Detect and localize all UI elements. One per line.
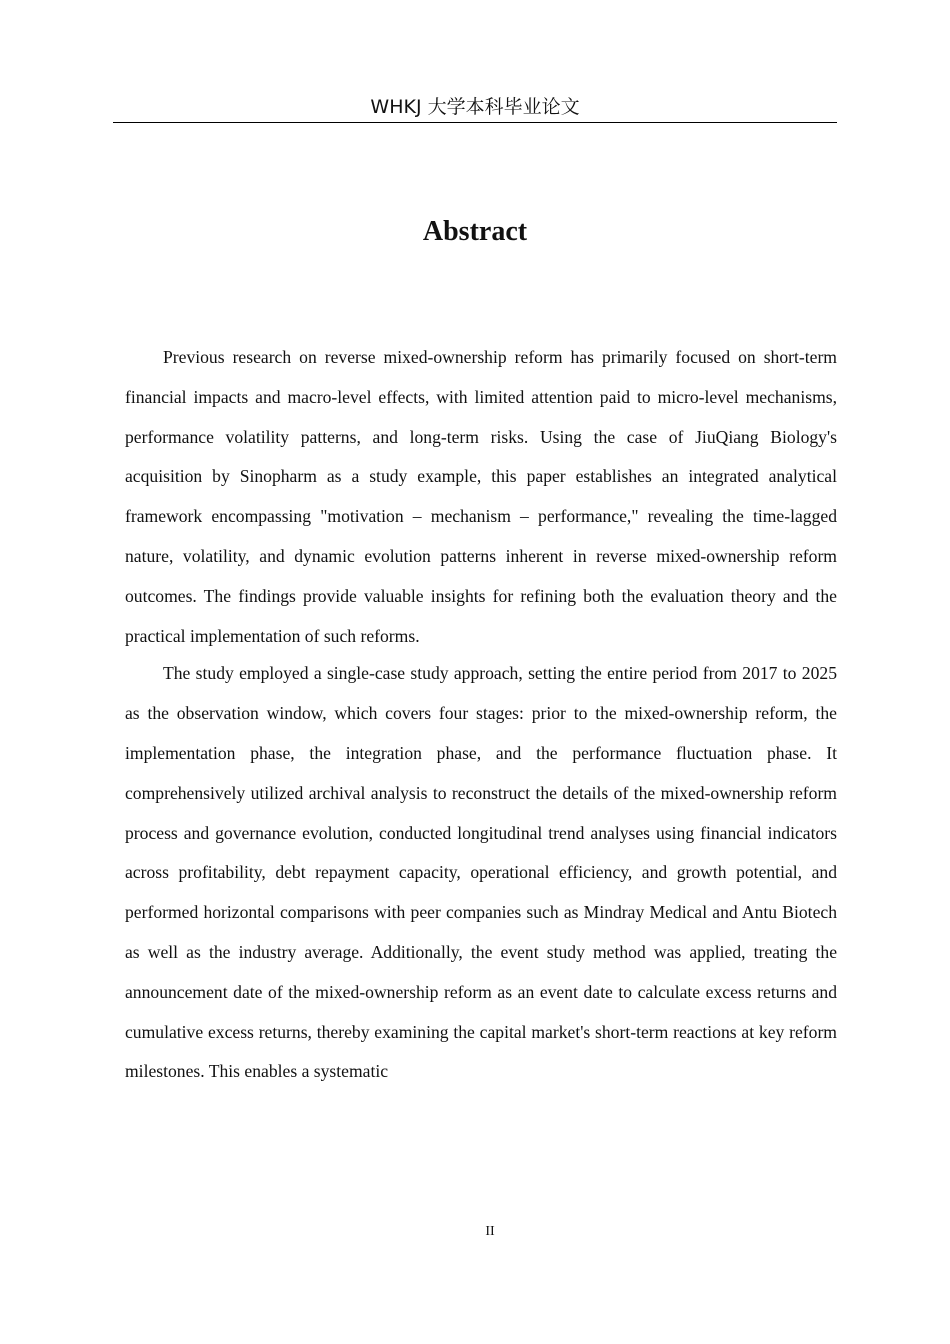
page-number: II	[485, 1224, 495, 1239]
abstract-body	[125, 338, 837, 1090]
abstract-paragraph-2: The study employed a single-case study approach, setting the entire period from 2017 to 2025 as the observation window, which covers four stages: prior to the mixed-ownership reform, the implementation phase, the integration phase, and the performance fluctuation phase. It comprehensively utilized archival analysis to reconstruct the details of the mixed-ownership reform process and governance evolution, conducted longitudinal trend analyses using financial indicators across profitability, debt repayment capacity, operational efficiency, and growth potential, and performed horizontal comparisons with peer companies such as Mindray Medical and Antu Biotech as well as the industry average. Additionally, the event study method was applied, treating the announcement date of the mixed-ownership reform as an event date to calculate excess returns and cumulative excess returns, thereby examining the capital market's short-term reactions at key reform milestones. This enables a systematic	[125, 663, 837, 1082]
abstract-paragraph-1: Previous research on reverse mixed-ownership reform has primarily focused on short-term financial impacts and macro-level effects, with limited attention paid to micro-level mechanisms, performance volatility patterns, and long-term risks. Using the case of JiuQiang Biology's acquisition by Sinopharm as a study example, this paper establishes an integrated analytical framework encompassing "motivation – mechanism – performance," revealing the time-lagged nature, volatility, and dynamic evolution patterns inherent in reverse mixed-ownership reform outcomes. The findings provide valuable insights for refining both the evaluation theory and the practical implementation of such reforms.	[125, 347, 837, 646]
running-header: WHKJ 大学本科毕业论文	[113, 92, 837, 123]
page-title: Abstract	[422, 216, 528, 247]
